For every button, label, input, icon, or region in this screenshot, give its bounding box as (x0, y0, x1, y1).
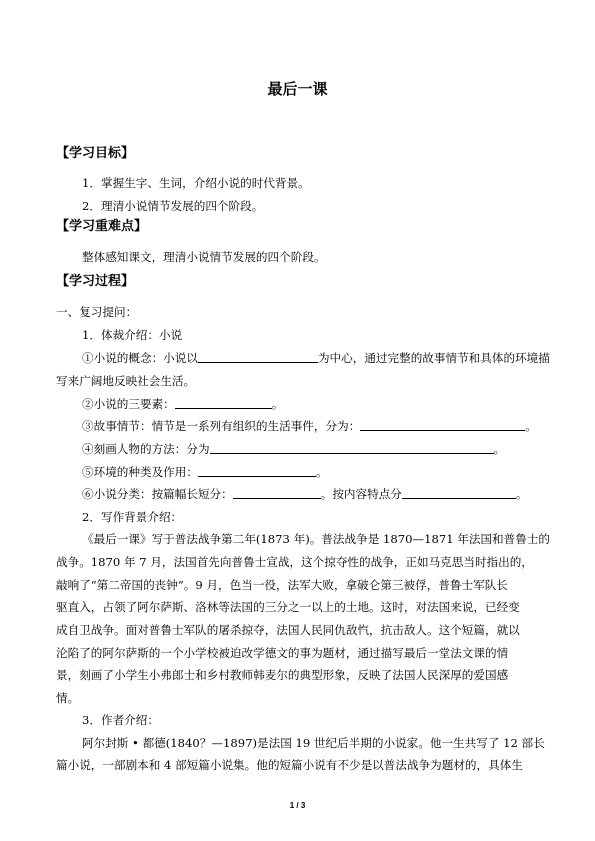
question-2-line (82, 397, 283, 411)
question-5-suffix: 。 (315, 465, 328, 479)
background-paragraph-line: 敲响了“第二帝国的丧钟”。9 月，色当一役，法军大败，拿破仑第三被俘，普鲁士军队长 (56, 578, 508, 592)
background-paragraph-line: 成自卫战争。面对普鲁士军队的屠杀掠夺，法国人民同仇敌忾，抗击敌人。这个短篇，就以 (56, 623, 520, 637)
background-paragraph-line: 情。 (56, 691, 80, 705)
question-3-line (82, 419, 537, 433)
page-title: 最后一课 (267, 80, 328, 98)
answer-blank-1[interactable] (198, 351, 318, 363)
question-6-prefix: ⑥小说分类：按篇幅长短分： (82, 487, 233, 501)
question-5-line (82, 465, 328, 479)
question-3-suffix: 。 (525, 419, 537, 433)
background-paragraph-line: 战争。1870 年 7 月，法国首先向普鲁士宣战，这个掠夺性的战争，正如马克思当时指出的， (56, 555, 533, 569)
question-3-prefix: ③故事情节：情节是一系列有组织的生活事件，分为： (82, 419, 361, 433)
answer-blank-2[interactable] (175, 397, 272, 409)
question-6-line (82, 487, 528, 501)
background-paragraph-line: 景，刻画了小学生小弗郎士和乡村教师韩麦尔的典型形象，反映了法国人民深厚的爱国感 (56, 668, 509, 682)
question-2-prefix: ②小说的三要素： (82, 397, 175, 411)
section-heading-keypoints: 【学习重难点】 (56, 219, 148, 234)
section-heading-process: 【学习过程】 (56, 274, 135, 289)
question-4-suffix: 。 (493, 442, 506, 456)
background-title: 2．写作背景介绍： (82, 510, 183, 524)
background-paragraph-line: 《最后一课》写于普法战争第二年(1873 年)。普法战争是 1870—1871 年法国和普鲁士的 (82, 532, 551, 546)
background-paragraph-line: 驱直入，占领了阿尔萨斯、洛林等法国的三分之一以上的土地。这时，对法国来说，已经变 (56, 600, 520, 614)
review-heading: 一、复习提问： (56, 305, 138, 319)
question-4-prefix: ④刻画人物的方法：分为 (82, 442, 210, 456)
author-paragraph-line: 篇小说，一部剧本和 4 部短篇小说集。他的短篇小说有不少是以普法战争为题材的，具体生 (56, 758, 523, 772)
keypoints-text: 整体感知课文，理清小说情节发展的四个阶段。 (82, 250, 326, 264)
page-number: 1 / 3 (289, 801, 306, 810)
question-1-continuation: 写来广阔地反映社会生活。 (56, 374, 196, 388)
answer-blank-5[interactable] (198, 465, 316, 477)
answer-blank-4[interactable] (210, 442, 494, 454)
goal-item-1: 1．掌握生字、生词，介绍小说的时代背景。 (82, 176, 310, 190)
genre-title: 1．体裁介绍：小说 (82, 328, 183, 342)
question-6-suffix: 。 (515, 487, 528, 501)
answer-blank-6a[interactable] (233, 487, 321, 499)
background-paragraph-line: 沦陷了的阿尔萨斯的一个小学校被迫改学德文的事为题材，通过描写最后一堂法文课的情 (56, 646, 509, 660)
goal-item-2: 2．理清小说情节发展的四个阶段。 (82, 199, 264, 213)
section-heading-goals: 【学习目标】 (56, 146, 135, 161)
question-1-line (82, 351, 550, 365)
answer-blank-3[interactable] (360, 419, 525, 431)
author-title: 3．作者介绍： (82, 713, 159, 727)
question-1-prefix: ①小说的概念：小说以 (82, 351, 198, 365)
question-5-prefix: ⑤环境的种类及作用： (82, 465, 198, 479)
question-4-line (82, 442, 505, 456)
question-2-suffix: 。 (271, 397, 284, 411)
question-1-suffix: 为中心，通过完整的故事情节和具体的环境描 (317, 351, 550, 365)
answer-blank-6b[interactable] (402, 487, 516, 499)
author-paragraph-line: 阿尔封斯 • 都德(1840？—1897)是法国 19 世纪后半期的小说家。他一生共写了 12 部长 (82, 736, 545, 750)
question-6-middle: 。按内容特点分 (320, 487, 402, 501)
